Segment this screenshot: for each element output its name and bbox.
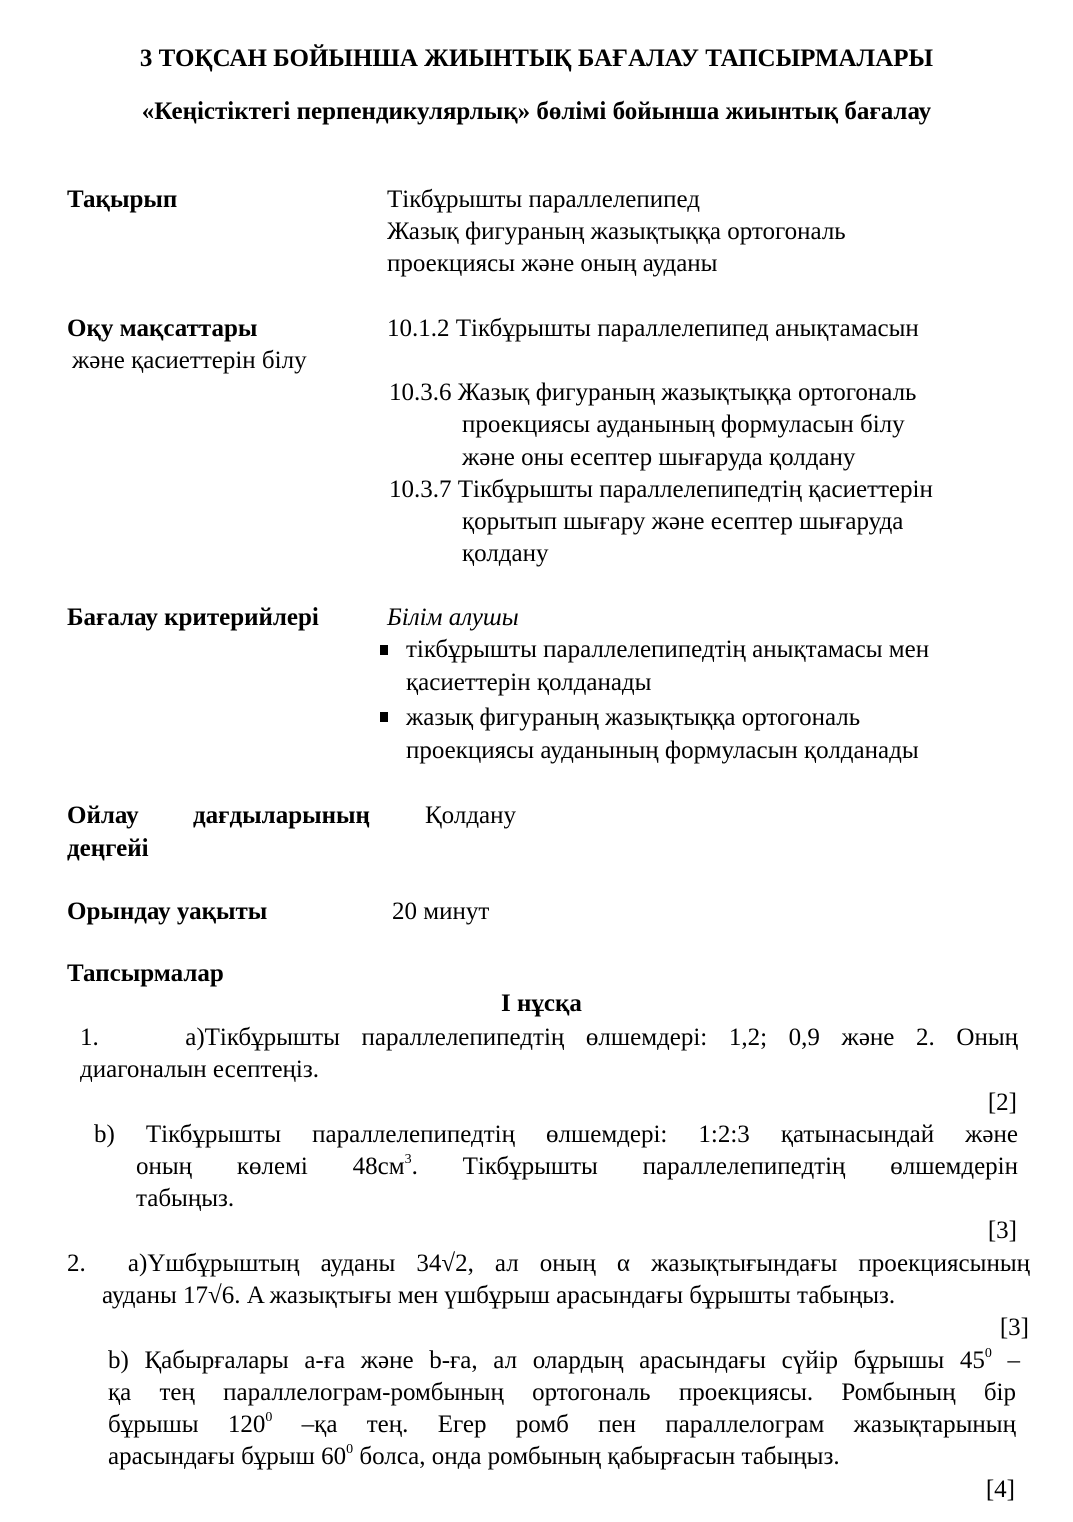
time-value: 20 минут (392, 898, 490, 925)
superscript: 0 (265, 1410, 273, 1425)
task2b-text: b) Қабырғалары а-ға және b-ға, ал олардың арасындағы сүйір бұрышы 45 (108, 1347, 985, 1374)
thinking-label-line2: деңгейі (67, 835, 149, 862)
objectives-label: Оқу мақсаттары (67, 315, 258, 342)
objectives-label-continuation: және қасиеттерін білу (72, 347, 307, 374)
objective-item-line: қорытып шығару және есептер шығаруда (462, 508, 904, 535)
thinking-value: Қолдану (425, 802, 517, 829)
task1b-text: оның көлемі 48см (136, 1153, 405, 1180)
task2b-line (108, 1345, 1020, 1377)
bullet-icon (380, 712, 388, 722)
task2b-text: арасындағы бұрыш 60 (108, 1443, 347, 1470)
task2b-line (108, 1441, 840, 1473)
tasks-label: Тапсырмалар (67, 960, 224, 987)
bullet-icon (380, 645, 388, 655)
task2a-score: [3] (999, 1314, 1029, 1341)
criteria-bullet: тікбұрышты параллелепипедтің анықтамасы мен (406, 636, 930, 663)
task2b-text: – (991, 1347, 1020, 1374)
task1b-line (136, 1151, 1018, 1183)
objective-item: 10.3.6 Жазық фигураның жазықтыққа ортогональ (389, 379, 917, 406)
criteria-intro: Білім алушы (387, 604, 519, 631)
task1b-text: . Тікбұрышты параллелепипедтің өлшемдерін (411, 1153, 1018, 1180)
task2b-line: қа тең параллелограм-ромбының ортогональ проекциясы. Ромбының бір (108, 1379, 1016, 1406)
task1b-score: [3] (987, 1217, 1017, 1244)
task1b-line: табыңыз. (136, 1185, 235, 1212)
task1a-score: [2] (987, 1089, 1017, 1116)
task2b-text: бұрышы 120 (108, 1411, 266, 1438)
superscript: 0 (346, 1442, 354, 1457)
task2b-line (108, 1409, 1016, 1441)
task2a-line: ауданы 17√6. A жазықтығы мен үшбұрыш арасындағы бұрышты табыңыз. (102, 1282, 896, 1309)
criteria-bullet-line: проекциясы ауданының формуласын қолданады (406, 737, 919, 764)
objective-item: 10.1.2 Тікбұрышты параллелепипед анықтамасын (387, 315, 919, 342)
superscript: 0 (984, 1346, 992, 1361)
document-subtitle: «Кеңістіктегі перпендикулярлық» бөлімі бойынша жиынтық бағалау (141, 98, 932, 125)
thinking-label-word: дағдыларының (193, 802, 370, 829)
topic-line: Жазық фигураның жазықтыққа ортогональ (387, 218, 846, 245)
topic-line: проекциясы және оның ауданы (387, 250, 718, 277)
objective-item-line: және оны есептер шығаруда қолдану (462, 444, 856, 471)
task2b-text: –қа тең. Егер ромб пен параллелограм жазықтарының (272, 1411, 1016, 1438)
objective-item-line: қолдану (462, 540, 549, 567)
task2b-score: [4] (985, 1476, 1015, 1503)
objective-item: 10.3.7 Тікбұрышты параллелепипедтің қасиеттерін (389, 476, 933, 503)
objective-item-line: проекциясы ауданының формуласын білу (462, 411, 905, 438)
thinking-label-word: Ойлау (67, 802, 139, 829)
task1a-line: диагоналын есептеңіз. (80, 1056, 319, 1083)
criteria-bullet-line: қасиеттерін қолданады (406, 669, 652, 696)
criteria-bullet: жазық фигураның жазықтыққа ортогональ (406, 704, 861, 731)
criteria-label: Бағалау критерийлері (67, 604, 319, 631)
document-title: 3 ТОҚСАН БОЙЫНША ЖИЫНТЫҚ БАҒАЛАУ ТАПСЫРМАЛАРЫ (139, 45, 934, 72)
topic-label: Тақырып (67, 186, 178, 213)
variant-title: І нұсқа (501, 990, 582, 1017)
superscript: 3 (404, 1152, 412, 1167)
topic-line: Тікбұрышты параллелепипед (387, 186, 701, 213)
task1b-line: b) Тікбұрышты параллелепипедтің өлшемдері: 1:2:3 қатынасындай және (94, 1121, 1018, 1148)
task2b-text: болса, онда ромбының қабырғасын табыңыз. (353, 1443, 840, 1470)
task1a-line: 1. а)Тікбұрышты параллелепипедтің өлшемдері: 1,2; 0,9 және 2. Оның (80, 1024, 1018, 1051)
task2a-line: 2. a)Үшбұрыштың ауданы 34√2, ал оның α жазықтығындағы проекциясының (67, 1250, 1030, 1277)
time-label: Орындау уақыты (67, 898, 268, 925)
